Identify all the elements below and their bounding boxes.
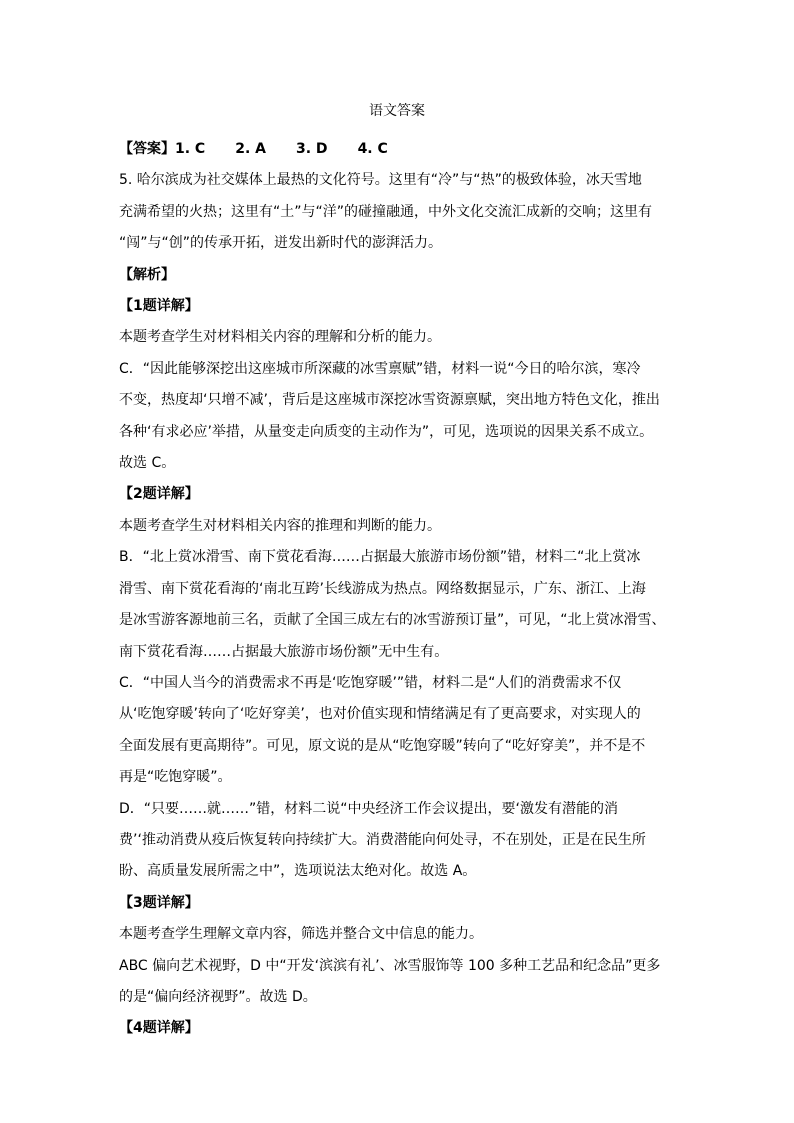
section-2-line: 再是“吃饱穿暖”。: [119, 769, 232, 786]
answer-label: 【答案】: [119, 141, 175, 157]
section-1-line: 不变，热度却‘只增不减’，背后是这座城市深挖冰雪资源禀赋，突出地方特色文化，推出: [119, 392, 660, 409]
section-3-line: ABC 偏向艺术视野，D 中“开发‘滨滨有礼’、冰雪服饰等 100 多种工艺品和纪念品”更多: [119, 957, 661, 974]
section-1-line: C．“因此能够深挖出这座城市所深藏的冰雪禀赋”错，材料一说“今日的哈尔滨，寒冷: [119, 360, 641, 377]
section-heading-4: 【4题详解】: [119, 1020, 199, 1037]
analysis-heading: 【解析】: [119, 266, 175, 283]
section-3-line: 的是“偏向经济视野”。故选 D。: [119, 988, 317, 1005]
section-2-line: B．“北上赏冰滑雪、南下赏花看海……占据最大旅游市场份额”错，材料二“北上赏冰: [119, 549, 641, 566]
answer-content: [119, 134, 679, 1045]
answer-key-line: [119, 134, 679, 165]
answer-item-2: 2. A: [235, 141, 266, 157]
section-2-line: 是冰雪游客源地前三名，贡献了全国三成左右的冰雪游预订量”，可见，“北上赏冰滑雪、: [119, 612, 666, 629]
section-2-line: 从‘吃饱穿暖’转向了‘吃好穿美’，也对价值实现和情绪满足有了更高要求，对实现人的: [119, 706, 641, 723]
page-title: 语文答案: [369, 103, 425, 119]
section-2-line: C．“中国人当今的消费需求不再是‘吃饱穿暖’”错，材料二是“人们的消费需求不仅: [119, 674, 622, 691]
section-heading-3: 【3题详解】: [119, 894, 199, 911]
section-heading-2: 【2题详解】: [119, 486, 199, 503]
section-2-line: 全面发展有更高期待”。可见，原文说的是从“吃饱穿暖”转向了“吃好穿美”，并不是不: [119, 737, 646, 754]
section-2-line: 盼、高质量发展所需之中”，选项说法太绝对化。故选 A。: [119, 863, 477, 880]
q5-line: 充满希望的火热；这里有“土”与“洋”的碰撞融通，中外文化交流汇成新的交响；这里有: [119, 203, 653, 220]
answer-item-3: 3. D: [296, 141, 328, 157]
section-2-line: 费’‘推动消费从疫后恢复转向持续扩大。消费潜能向何处寻，不在别处，正是在民生所: [119, 831, 646, 848]
section-2-line: 滑雪、南下赏花看海的‘南北互跨’长线游成为热点。网络数据显示，广东、浙江、上海: [119, 580, 646, 597]
section-2-line: 南下赏花看海……占据最大旅游市场份额”无中生有。: [119, 643, 449, 660]
answer-item-1: 1. C: [175, 141, 206, 157]
answer-item-4: 4. C: [357, 141, 388, 157]
q5-line: “闯”与“创”的传承开拓，迸发出新时代的澎湃活力。: [119, 235, 443, 252]
section-heading-1: 【1题详解】: [119, 298, 199, 315]
section-3-line: 本题考查学生理解文章内容，筛选并整合文中信息的能力。: [119, 926, 483, 943]
section-2-line: 本题考查学生对材料相关内容的推理和判断的能力。: [119, 517, 441, 534]
section-1-line: 本题考查学生对材料相关内容的理解和分析的能力。: [119, 329, 441, 346]
section-1-line: 各种‘有求必应’举措，从量变走向质变的主动作为”，可见，选项说的因果关系不成立。: [119, 423, 654, 440]
section-2-line: D．“只要……就……”错，材料二说“中央经济工作会议提出，要‘激发有潜能的消: [119, 800, 618, 817]
q5-line: 5. 哈尔滨成为社交媒体上最热的文化符号。这里有“冷”与“热”的极致体验，冰天雪地: [119, 172, 642, 189]
section-1-line: 故选 C。: [119, 455, 176, 472]
